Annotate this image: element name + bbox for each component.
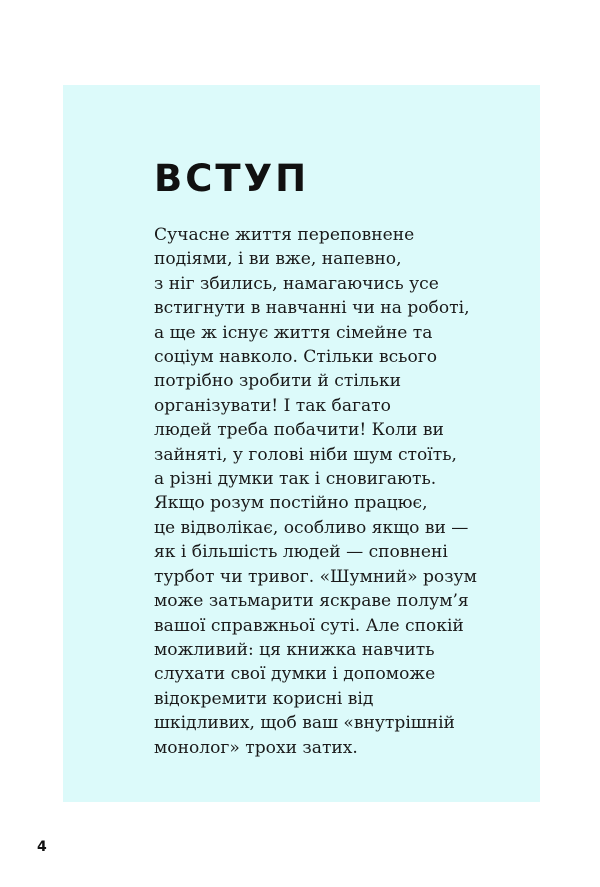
paragraph-line: слухати свої думки і допоможе <box>154 664 436 685</box>
paragraph-line: зайняті, у голові ніби шум стоїть, <box>154 444 457 465</box>
paragraph-line: соціум навколо. Стільки всього <box>154 347 438 368</box>
page-number: 4 <box>37 839 47 855</box>
paragraph-line: може затьмарити яскраве полум’я <box>154 591 469 612</box>
paragraph-line: шкідливих, щоб ваш «внутрішній <box>154 713 455 734</box>
section-title: ВСТУП <box>154 157 310 200</box>
paragraph-line: Сучасне життя переповнене <box>154 225 415 245</box>
intro-paragraph <box>154 223 526 760</box>
paragraph-line: відокремити корисні від <box>154 688 374 709</box>
paragraph-line: людей треба побачити! Коли ви <box>154 420 444 441</box>
paragraph-line: монолог» трохи затих. <box>154 737 358 758</box>
paragraph-line: вашої справжньої суті. Але спокій <box>154 615 464 636</box>
paragraph-line: а різні думки так і сновигають. <box>154 469 437 490</box>
paragraph-line: потрібно зробити й стільки <box>154 371 402 392</box>
paragraph-line: турбот чи тривог. «Шумний» розум <box>154 566 477 587</box>
intro-panel <box>63 85 540 802</box>
paragraph-line: подіями, і ви вже, напевно, <box>154 249 402 270</box>
paragraph-line: організувати! І так багато <box>154 395 391 416</box>
paragraph-line: це відволікає, особливо якщо ви — <box>154 517 469 538</box>
paragraph-line: а ще ж існує життя сімейне та <box>154 322 433 343</box>
paragraph-line: як і більшість людей — сповнені <box>154 542 448 563</box>
paragraph-line: можливий: ця книжка навчить <box>154 639 435 660</box>
paragraph-line: встигнути в навчанні чи на роботі, <box>154 298 470 319</box>
paragraph-line: з ніг збились, намагаючись усе <box>154 273 439 294</box>
paragraph-line: Якщо розум постійно працює, <box>154 493 428 514</box>
